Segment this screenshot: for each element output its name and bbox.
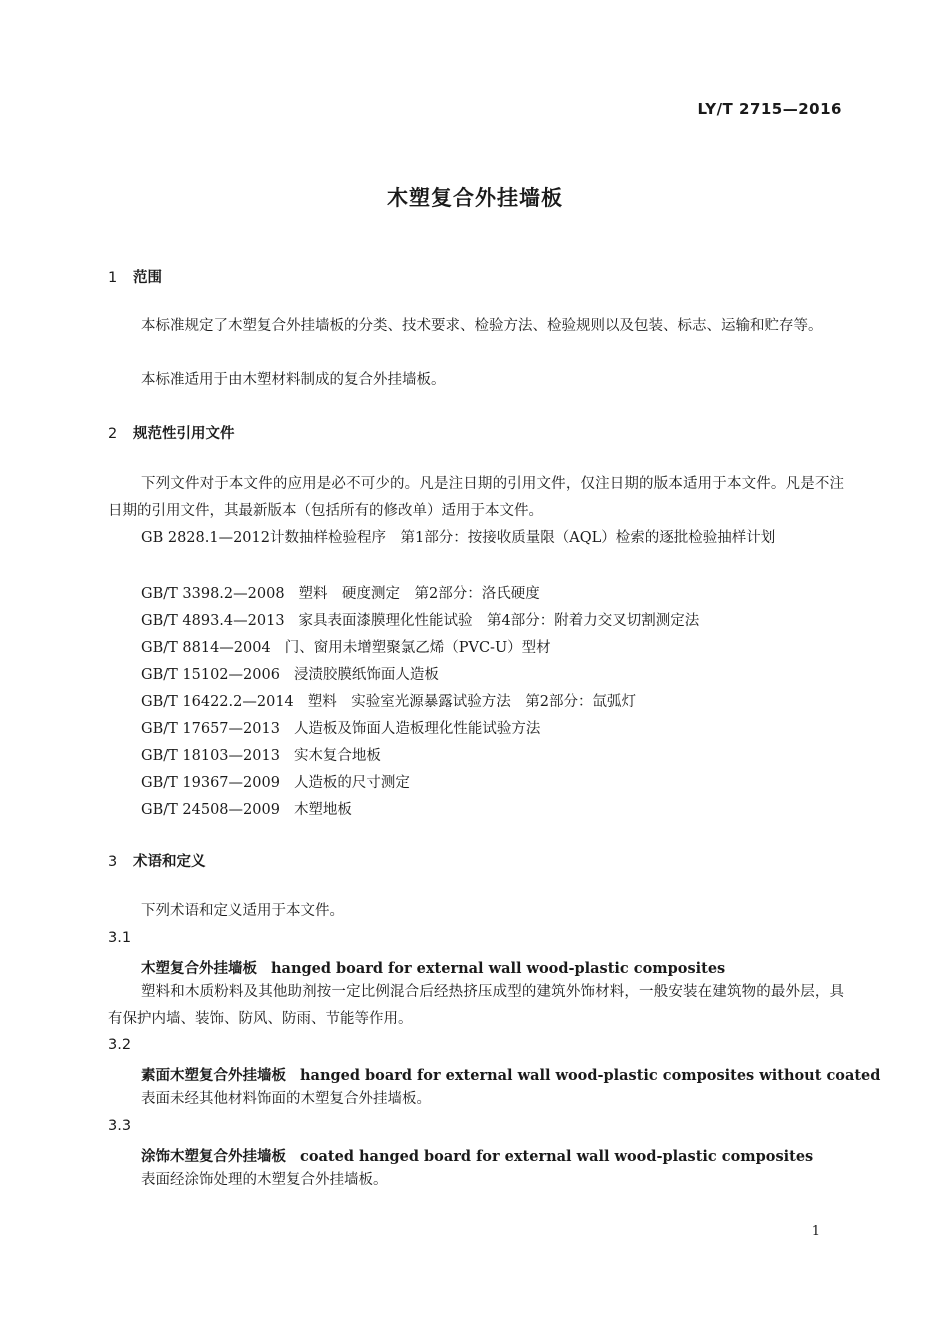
reference-item	[141, 744, 381, 765]
section-title: 术语和定义	[133, 854, 206, 870]
term-chinese: 涂饰木塑复合外挂墙板	[141, 1149, 286, 1165]
reference-item	[141, 663, 439, 684]
reference-title: 门、窗用未增塑聚氯乙烯（PVC-U）型材	[284, 640, 551, 656]
term-chinese: 木塑复合外挂墙板	[141, 961, 257, 977]
term-heading	[141, 1064, 880, 1085]
reference-item	[141, 609, 699, 630]
term-english: hanged board for external wall wood-plastic composites	[271, 960, 726, 977]
reference-code: GB/T 18103—2013	[141, 748, 280, 764]
reference-item	[141, 636, 551, 657]
reference-code: GB/T 8814—2004	[141, 640, 271, 656]
reference-item	[141, 690, 636, 711]
term-english: hanged board for external wall wood-plastic composites without coated	[300, 1067, 881, 1084]
reference-title: 家具表面漆膜理化性能试验 第4部分：附着力交叉切割测定法	[298, 613, 700, 629]
reference-code: GB/T 15102—2006	[141, 667, 280, 683]
section-title: 规范性引用文件	[133, 426, 235, 442]
reference-item	[141, 582, 540, 603]
reference-title: 塑料 硬度测定 第2部分：洛氏硬度	[298, 586, 540, 602]
reference-code: GB/T 16422.2—2014	[141, 694, 294, 710]
standard-code: LY/T 2715—2016	[697, 100, 842, 118]
term-heading	[141, 1145, 813, 1166]
term-heading	[141, 957, 725, 978]
term-definition: 塑料和木质粉料及其他助剂按一定比例混合后经热挤压成型的建筑外饰材料，一般安装在建筑物的最外层，具有保护内墙、装饰、防风、防雨、节能等作用。	[108, 984, 844, 1027]
reference-code: GB/T 4893.4—2013	[141, 613, 285, 629]
document-title: 木塑复合外挂墙板	[387, 186, 563, 210]
section-heading-scope	[108, 266, 162, 287]
reference-item	[141, 798, 352, 819]
section-heading-normative-references	[108, 422, 235, 443]
reference-title: 木塑地板	[293, 802, 352, 818]
reference-title: 实木复合地板	[293, 748, 381, 764]
reference-item	[141, 717, 540, 738]
scope-paragraph-2: 本标准适用于由木塑材料制成的复合外挂墙板。	[141, 372, 446, 388]
reference-title: 人造板及饰面人造板理化性能试验方法	[293, 721, 541, 737]
scope-paragraph-1: 本标准规定了木塑复合外挂墙板的分类、技术要求、检验方法、检验规则以及包装、标志、运输和贮存等。	[141, 318, 823, 334]
term-number: 3.2	[108, 1037, 132, 1053]
reference-item	[108, 525, 844, 552]
term-definition: 表面未经其他材料饰面的木塑复合外挂墙板。	[141, 1091, 431, 1107]
page-number: 1	[811, 1224, 820, 1239]
reference-item	[141, 771, 410, 792]
reference-code: GB/T 3398.2—2008	[141, 586, 285, 602]
references-intro: 下列文件对于本文件的应用是必不可少的。凡是注日期的引用文件，仅注日期的版本适用于本文件。凡是不注日期的引用文件，其最新版本（包括所有的修改单）适用于本文件。	[108, 476, 844, 519]
term-definition: 表面经涂饰处理的木塑复合外挂墙板。	[141, 1172, 388, 1188]
reference-title: 人造板的尺寸测定	[293, 775, 410, 791]
terms-intro: 下列术语和定义适用于本文件。	[141, 903, 344, 919]
reference-code: GB 2828.1—2012	[141, 530, 270, 546]
reference-code: GB/T 24508—2009	[141, 802, 280, 818]
reference-code: GB/T 17657—2013	[141, 721, 280, 737]
term-number: 3.3	[108, 1118, 132, 1134]
reference-title: 计数抽样检验程序 第1部分：按接收质量限（AQL）检索的逐批检验抽样计划	[270, 530, 776, 546]
section-number: 1	[108, 270, 118, 286]
section-number: 3	[108, 854, 118, 870]
section-title: 范围	[133, 270, 162, 286]
term-chinese: 素面木塑复合外挂墙板	[141, 1068, 286, 1084]
term-english: coated hanged board for external wall wood-plastic composites	[300, 1148, 814, 1165]
reference-title: 浸渍胶膜纸饰面人造板	[293, 667, 439, 683]
reference-title: 塑料 实验室光源暴露试验方法 第2部分：氙弧灯	[307, 694, 637, 710]
section-heading-terms	[108, 850, 206, 871]
section-number: 2	[108, 426, 118, 442]
reference-code: GB/T 19367—2009	[141, 775, 280, 791]
term-number: 3.1	[108, 930, 132, 946]
